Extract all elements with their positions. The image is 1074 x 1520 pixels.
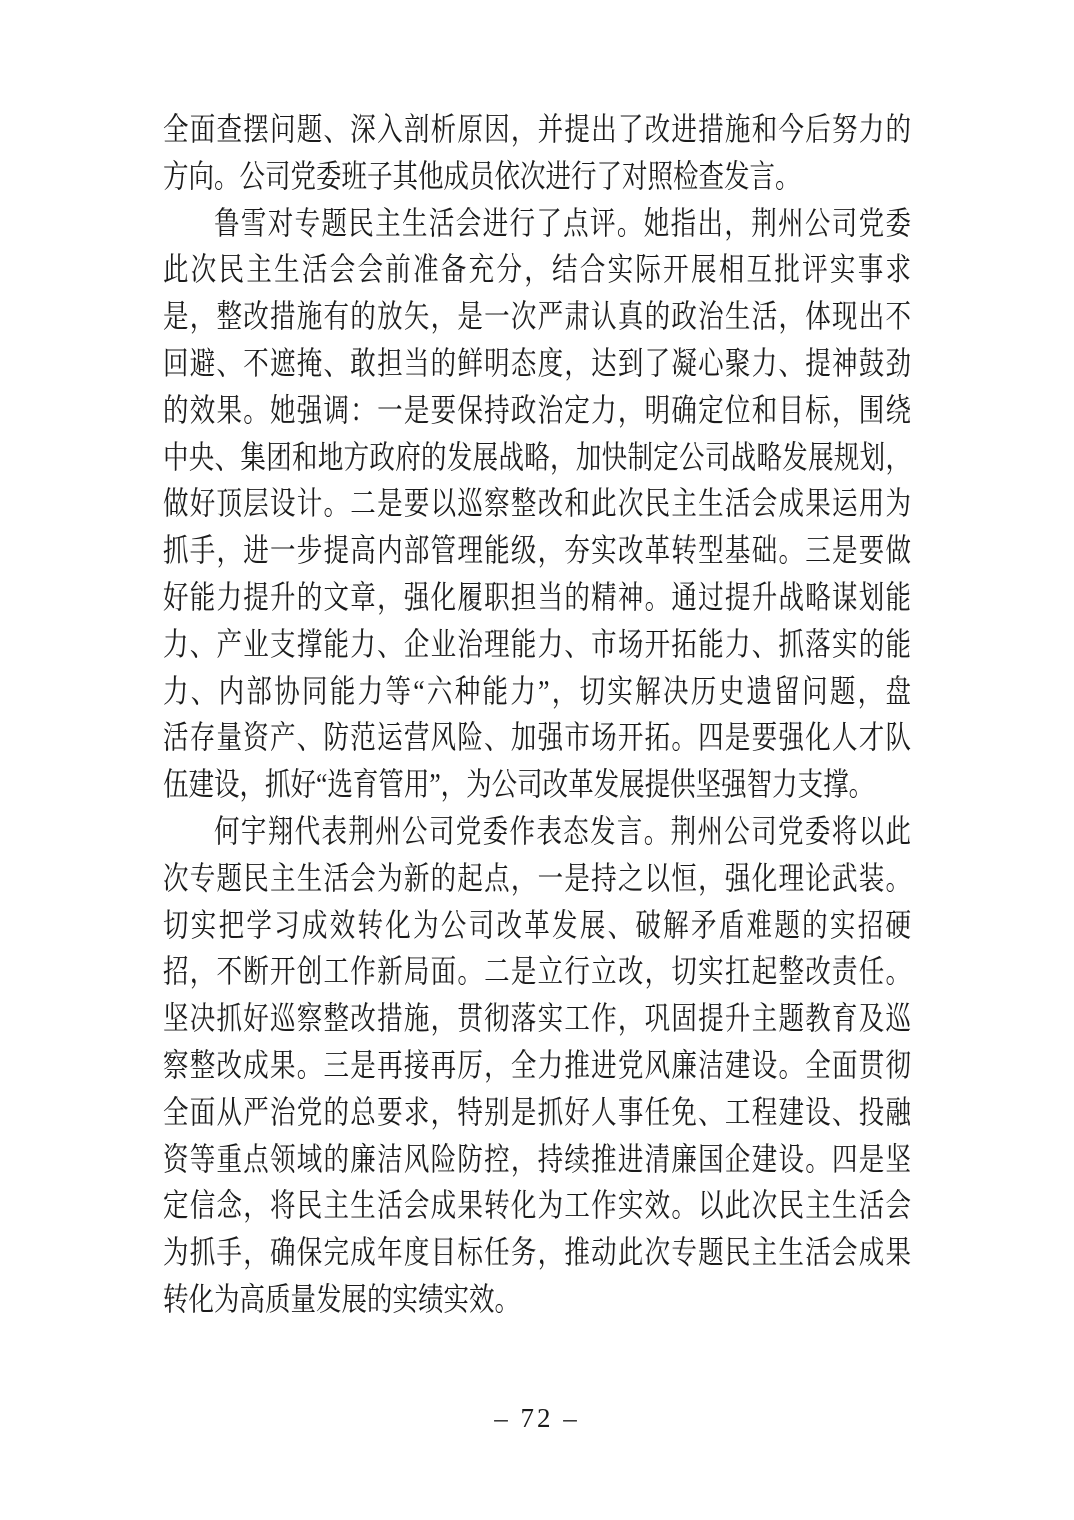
text-line: 做好顶层设计。二是要以巡察整改和此次民主生活会成果运用为 — [163, 485, 911, 522]
text-line: 力、内部协同能力等“六种能力”，切实解决历史遗留问题，盘 — [163, 672, 911, 709]
text-line: 全面查摆问题、深入剖析原因，并提出了改进措施和今后努力的 — [163, 111, 911, 148]
text-line: 中央、集团和地方政府的发展战略，加快制定公司战略发展规划， — [163, 438, 911, 475]
text-line: 的效果。她强调：一是要保持政治定力，明确定位和目标，围绕 — [163, 391, 911, 429]
text-line: 力、产业支撑能力、企业治理能力、市场开拓能力、抓落实的能 — [163, 625, 911, 663]
text-line: 为抓手，确保完成年度目标任务，推动此次专题民主生活会成果 — [163, 1234, 911, 1271]
text-line: 伍建设，抓好“选育管用”，为公司改革发展提供坚强智力支撑。 — [163, 766, 875, 803]
text-line: 资等重点领域的廉洁风险防控，持续推进清廉国企建设。四是坚 — [163, 1140, 911, 1177]
text-line: 坚决抓好巡察整改措施，贯彻落实工作，巩固提升主题教育及巡 — [163, 1000, 911, 1037]
text-line: 抓手，进一步提高内部管理能级，夯实改革转型基础。三是要做 — [163, 532, 911, 569]
page-number: – 72 – — [494, 1403, 580, 1433]
paragraph — [163, 201, 911, 809]
paragraph — [163, 809, 911, 1324]
text-line: 活存量资产、防范运营风险、加强市场开拓。四是要强化人才队 — [163, 719, 911, 756]
text-line: 好能力提升的文章，强化履职担当的精神。通过提升战略谋划能 — [163, 579, 911, 616]
text-line: 招，不断开创工作新局面。二是立行立改，切实扛起整改责任。 — [163, 953, 911, 990]
text-line: 切实把学习成效转化为公司改革发展、破解矛盾难题的实招硬 — [163, 906, 911, 943]
text-line: 此次民主生活会会前准备充分，结合实际开展相互批评实事求 — [163, 251, 911, 288]
text-line: 方向。公司党委班子其他成员依次进行了对照检查发言。 — [163, 157, 801, 195]
text-line: 全面从严治党的总要求，特别是抓好人事任免、工程建设、投融 — [163, 1093, 911, 1131]
text-line: 定信念，将民主生活会成果转化为工作实效。以此次民主生活会 — [163, 1187, 911, 1224]
document-body — [163, 107, 911, 1324]
paragraph — [163, 107, 911, 201]
text-line: 是，整改措施有的放矢，是一次严肃认真的政治生活，体现出不 — [163, 298, 911, 335]
text-line: 察整改成果。三是再接再厉，全力推进党风廉洁建设。全面贯彻 — [163, 1047, 911, 1084]
text-line: 回避、不遮掩、敢担当的鲜明态度，达到了凝心聚力、提神鼓劲 — [163, 345, 911, 382]
text-line: 何宇翔代表荆州公司党委作表态发言。荆州公司党委将以此 — [214, 813, 911, 850]
text-line: 鲁雪对专题民主生活会进行了点评。她指出，荆州公司党委 — [214, 204, 911, 241]
text-line: 次专题民主生活会为新的起点，一是持之以恒，强化理论武装。 — [163, 859, 911, 897]
text-line: 转化为高质量发展的实绩实效。 — [163, 1281, 521, 1318]
